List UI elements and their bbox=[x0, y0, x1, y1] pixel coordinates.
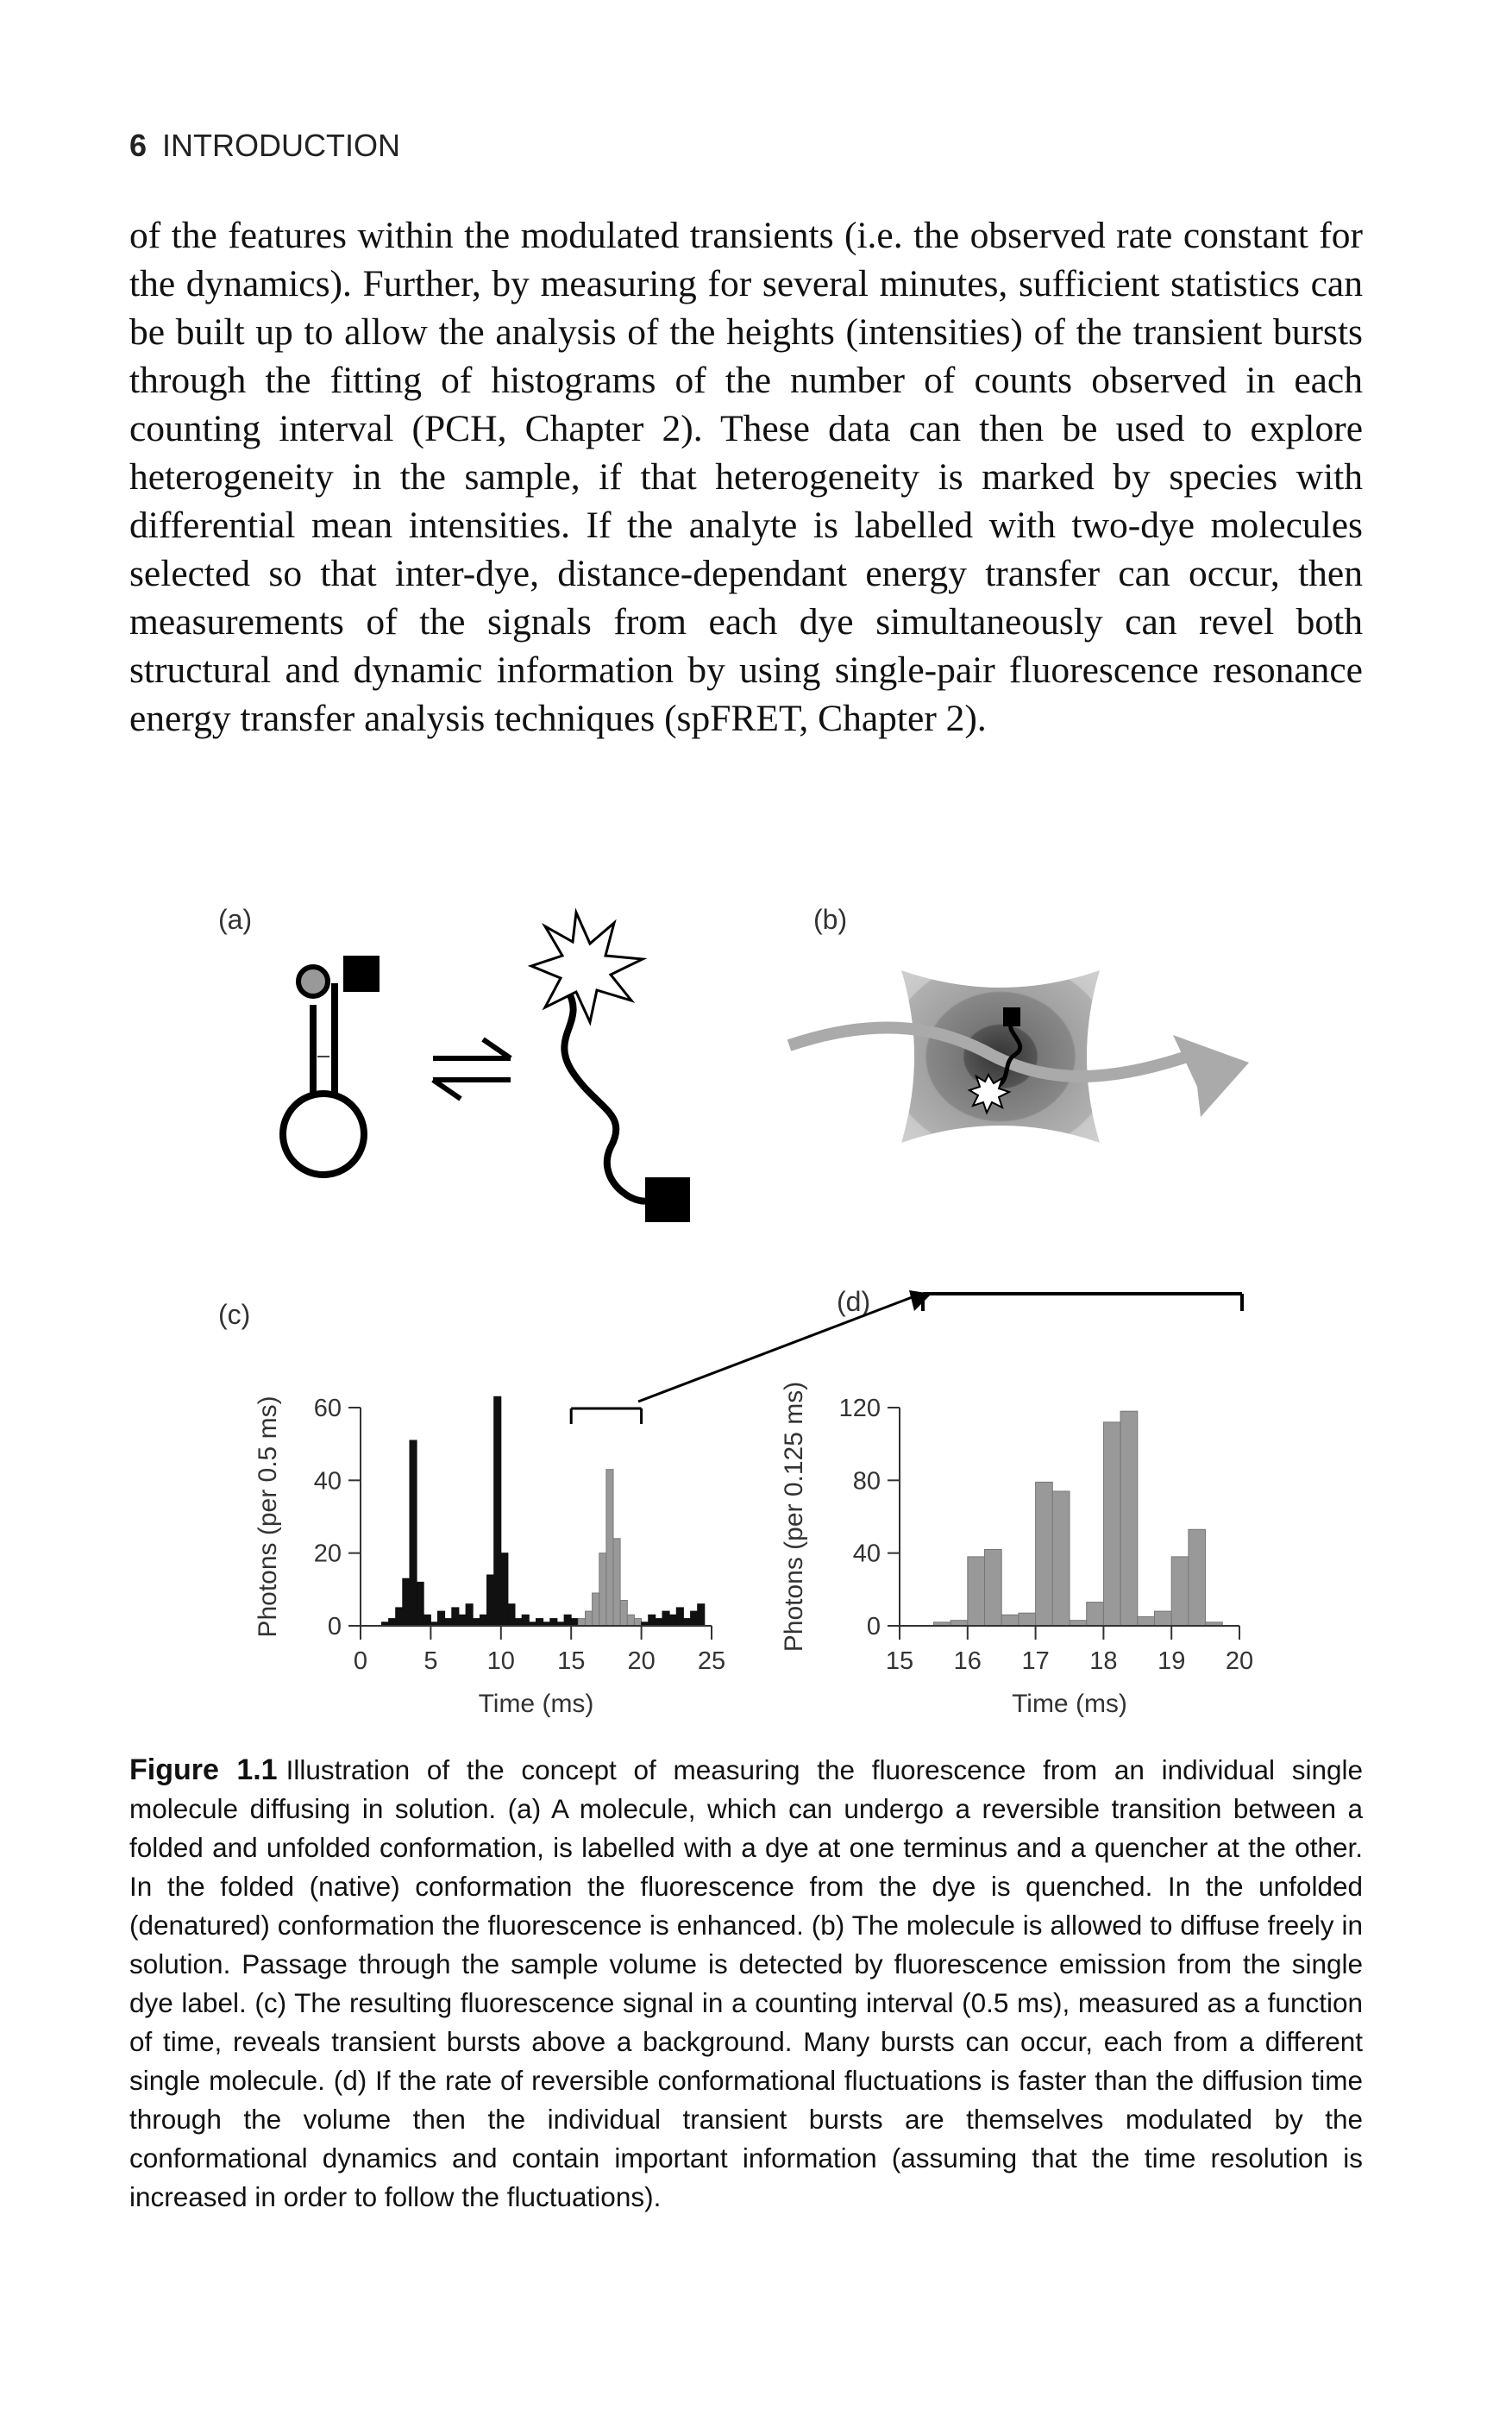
c-bar bbox=[536, 1619, 543, 1626]
c-bar bbox=[676, 1608, 683, 1626]
c-bar bbox=[606, 1470, 613, 1626]
c-bar bbox=[389, 1619, 396, 1626]
d-x-tick-label: 15 bbox=[885, 1647, 914, 1675]
c-y-tick-label: 40 bbox=[313, 1467, 342, 1496]
d-bar bbox=[968, 1557, 985, 1626]
c-bar bbox=[410, 1440, 417, 1626]
c-bar bbox=[613, 1539, 620, 1626]
caption-text: Illustration of the concept of measuring the fluorescence from an individual single molecule diffusing in solution. (a) A molecule, which can undergo a reversible transition between a folded and unfolded conformation, is labelled with a dye at one terminus and a quencher at the other. In the folded (native) conformation the fluorescence from the dye is quenched. In the unfolded (denatured) conformation the fluorescence is enhanced. (b) The molecule is allowed to diffuse freely in solution. Passage through the sample volume is detected by fluorescence emission from the single dye label. (c) The resulting fluorescence signal in a counting interval (0.5 ms), measured as a function of time, reveals transient bursts above a background. Many bursts can occur, each from a different single molecule. (d) If the rate of reversible conformational fluctuations is faster than the diffusion time through the volume then the individual transient bursts are themselves modulated by the conformational dynamics and contain important information (assuming that the time resolution is increased in order to follow the fluctuations). bbox=[129, 1754, 1363, 2212]
d-bar bbox=[1171, 1557, 1189, 1626]
d-x-tick-label: 16 bbox=[953, 1647, 982, 1675]
arrow-head-icon bbox=[1173, 1035, 1249, 1117]
c-bar bbox=[452, 1608, 459, 1626]
d-bar bbox=[1001, 1615, 1019, 1626]
d-bar bbox=[1189, 1529, 1206, 1626]
d-bar bbox=[1036, 1482, 1053, 1626]
c-bar bbox=[550, 1619, 557, 1626]
c-bar bbox=[423, 1615, 430, 1626]
panel-label-c: (c) bbox=[218, 1299, 251, 1330]
c-bar bbox=[662, 1611, 669, 1626]
chart-c-xlabel: Time (ms) bbox=[478, 1690, 594, 1718]
unfolded-chain bbox=[564, 990, 654, 1201]
d-x-tick-label: 19 bbox=[1158, 1647, 1186, 1675]
d-bar bbox=[1103, 1422, 1120, 1626]
folded-molecule bbox=[283, 956, 380, 1175]
d-bar bbox=[1052, 1491, 1070, 1626]
c-bar bbox=[691, 1611, 698, 1626]
c-bar bbox=[649, 1615, 656, 1626]
c-bar bbox=[515, 1619, 522, 1626]
c-bar bbox=[403, 1578, 410, 1626]
d-x-tick-label: 18 bbox=[1089, 1647, 1118, 1675]
d-x-tick-label: 17 bbox=[1021, 1647, 1050, 1675]
d-y-tick-label: 0 bbox=[866, 1613, 881, 1640]
panel-a-illustration bbox=[283, 913, 690, 1222]
c-bar bbox=[620, 1601, 627, 1627]
d-bar bbox=[1019, 1613, 1036, 1626]
hairpin-loop bbox=[283, 1094, 364, 1175]
chart-c-zoom-bracket bbox=[571, 1408, 641, 1424]
c-y-tick-label: 0 bbox=[327, 1613, 342, 1640]
c-bar bbox=[578, 1619, 585, 1626]
quencher-icon bbox=[343, 956, 380, 992]
c-x-tick-label: 10 bbox=[486, 1647, 515, 1675]
panel-label-b: (b) bbox=[813, 904, 848, 935]
c-bar bbox=[473, 1619, 480, 1626]
d-y-tick-label: 80 bbox=[852, 1467, 881, 1496]
chart-c-ylabel: Photons (per 0.5 ms) bbox=[254, 1396, 282, 1638]
c-bar bbox=[501, 1553, 508, 1626]
c-bar bbox=[508, 1604, 515, 1626]
c-y-tick-label: 20 bbox=[313, 1540, 342, 1568]
c-bar bbox=[487, 1575, 494, 1626]
c-x-tick-label: 25 bbox=[697, 1647, 726, 1675]
chart-d-ylabel: Photons (per 0.125 ms) bbox=[780, 1381, 808, 1653]
d-bar bbox=[985, 1550, 1002, 1627]
c-bar bbox=[494, 1396, 501, 1626]
panel-label-d: (d) bbox=[837, 1286, 871, 1317]
c-bar bbox=[522, 1615, 529, 1626]
d-x-tick-label: 20 bbox=[1225, 1647, 1254, 1675]
c-bar bbox=[396, 1608, 403, 1626]
panel-label-a: (a) bbox=[218, 904, 253, 935]
c-bar bbox=[586, 1611, 593, 1626]
section-title: INTRODUCTION bbox=[162, 128, 401, 163]
d-bar bbox=[1155, 1611, 1172, 1626]
body-paragraph: of the features within the modulated transients (i.e. the observed rate constant for the dynamics). Further, by measuring for several minutes, sufficient statistics can be built up to allow the analysis of the heights (intensities) of the transient bursts through the fitting of histograms of the number of counts observed in each counting interval (PCH, Chapter 2). These data can then be used to explore heterogeneity in the sample, if that heterogeneity is marked by species with differential mean intensities. If the analyte is labelled with two-dye molecules selected so that inter-dye, distance-dependant energy transfer can occur, then measurements of the signals from each dye simultaneously can revel both structural and dynamic information by using single-pair fluorescence resonance energy transfer analysis techniques (spFRET, Chapter 2). bbox=[129, 215, 1363, 739]
c-bar bbox=[593, 1593, 599, 1626]
c-bar bbox=[564, 1615, 571, 1626]
c-bar bbox=[459, 1615, 466, 1626]
chart-d bbox=[780, 1382, 1253, 1718]
d-y-tick-label: 120 bbox=[838, 1395, 881, 1422]
c-x-tick-label: 20 bbox=[627, 1647, 656, 1675]
c-x-tick-label: 0 bbox=[353, 1647, 368, 1675]
c-bar bbox=[599, 1553, 606, 1626]
c-bar bbox=[480, 1615, 486, 1626]
unfolded-molecule bbox=[531, 913, 690, 1222]
figure-caption bbox=[129, 1751, 1363, 2217]
c-bar bbox=[445, 1619, 452, 1626]
c-bar bbox=[698, 1604, 705, 1626]
quencher-icon-unfolded bbox=[645, 1177, 690, 1222]
fluorescence-burst-icon bbox=[531, 913, 643, 1022]
c-x-tick-label: 5 bbox=[423, 1647, 438, 1675]
d-bar bbox=[1138, 1617, 1155, 1627]
c-bar bbox=[417, 1582, 423, 1626]
quencher-icon-small bbox=[1003, 1007, 1020, 1026]
d-bar bbox=[1087, 1603, 1104, 1626]
chart-d-xlabel: Time (ms) bbox=[1012, 1690, 1127, 1718]
chart-c bbox=[254, 1395, 725, 1718]
d-bar bbox=[1120, 1411, 1138, 1626]
caption-label: Figure 1.1 bbox=[129, 1753, 278, 1786]
page-number: 6 bbox=[129, 128, 147, 163]
equilibrium-arrows-icon bbox=[433, 1039, 511, 1099]
c-bar bbox=[669, 1615, 676, 1626]
c-bar bbox=[438, 1611, 445, 1626]
c-bar bbox=[466, 1604, 473, 1626]
c-y-tick-label: 60 bbox=[313, 1395, 342, 1422]
d-y-tick-label: 40 bbox=[852, 1540, 881, 1568]
panel-b-illustration bbox=[789, 914, 1249, 1199]
c-bar bbox=[571, 1619, 578, 1626]
c-bar bbox=[683, 1619, 690, 1626]
c-x-tick-label: 15 bbox=[557, 1647, 586, 1675]
zoom-connector bbox=[638, 1290, 1242, 1402]
c-bar bbox=[656, 1619, 662, 1626]
c-bar bbox=[627, 1615, 634, 1626]
c-bar bbox=[635, 1619, 642, 1626]
dye-icon bbox=[298, 967, 328, 996]
